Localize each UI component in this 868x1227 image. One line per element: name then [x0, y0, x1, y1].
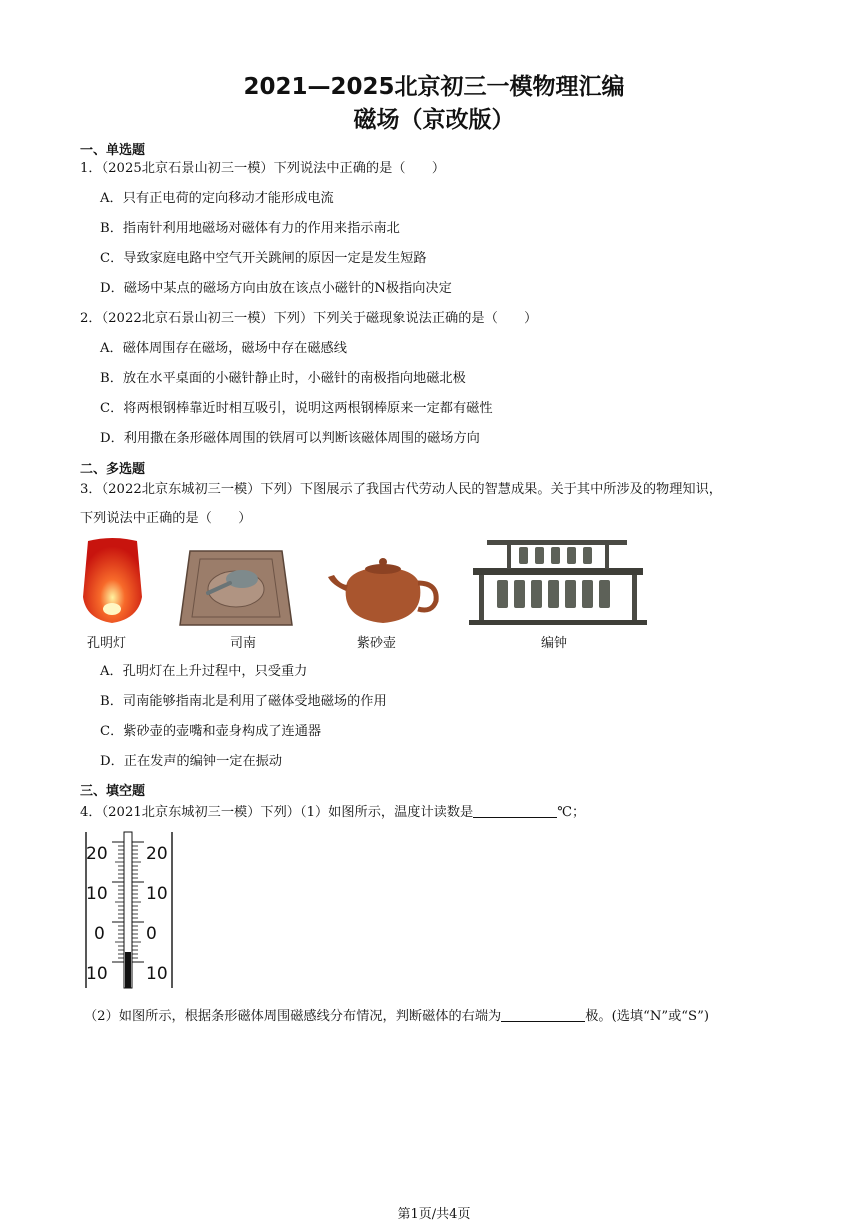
zisha-teapot-image [326, 557, 440, 627]
bianzhong-bells-image [467, 536, 649, 628]
question-4-part2 [84, 1005, 709, 1024]
thermo-label-right-0: 0 [146, 924, 157, 944]
page-footer: 第1页/共4页 [397, 1207, 471, 1222]
question-4-part1-text: 4．（2021北京东城初三一模）下列）（1）如图所示，温度计读数是 [80, 805, 474, 820]
question-1-option-b: B．指南针利用地磁场对磁体有力的作用来指示南北 [100, 221, 400, 236]
section-heading-multi: 二、多选题 [80, 462, 146, 477]
thermo-label-left-minus10: 10 [86, 964, 108, 984]
question-4-part1-unit: ℃； [557, 805, 586, 820]
question-3-option-b: B．司南能够指南北是利用了磁体受地磁场的作用 [100, 694, 387, 709]
question-3-stem-line2: 下列说法中正确的是（ ） [80, 511, 252, 526]
caption-bianzhong: 编钟 [541, 636, 568, 651]
section-heading-single: 一、单选题 [80, 143, 146, 158]
question-1-option-d: D．磁场中某点的磁场方向由放在该点小磁针的N极指向决定 [100, 281, 452, 296]
question-1-option-c: C．导致家庭电路中空气开关跳闸的原因一定是发生短路 [100, 251, 427, 266]
section-heading-fill: 三、填空题 [80, 784, 146, 799]
question-2-option-b: B．放在水平桌面的小磁针静止时，小磁针的南极指向地磁北极 [100, 371, 466, 386]
thermo-label-left-10: 10 [86, 884, 108, 904]
question-3-stem-line1: 3．（2022北京东城初三一模）下列）下图展示了我国古代劳动人民的智慧成果。关于其中所涉及的物理知识， [80, 482, 722, 497]
question-3-option-c: C．紫砂壶的壶嘴和壶身构成了连通器 [100, 724, 322, 739]
thermo-label-left-20: 20 [86, 844, 108, 864]
thermo-label-right-10: 10 [146, 884, 168, 904]
page-title: 2021—2025北京初三一模物理汇编 [243, 74, 625, 100]
question-2-option-a: A．磁体周围存在磁场，磁场中存在磁感线 [100, 341, 347, 356]
thermo-label-left-0: 0 [94, 924, 105, 944]
question-2-stem: 2．（2022北京石景山初三一模）下列）下列关于磁现象说法正确的是（ ） [80, 311, 538, 326]
question-4-part2-text: （2）如图所示，根据条形磁体周围磁感线分布情况，判断磁体的右端为 [84, 1009, 502, 1024]
thermo-label-right-20: 20 [146, 844, 168, 864]
question-1-option-a: A．只有正电荷的定向移动才能形成电流 [100, 191, 334, 206]
page-subtitle: 磁场（京改版） [353, 107, 515, 133]
question-3-option-d: D．正在发声的编钟一定在振动 [100, 754, 283, 769]
thermo-label-right-minus10: 10 [146, 964, 168, 984]
question-2-option-c: C．将两根钢棒靠近时相互吸引，说明这两根钢棒原来一定都有磁性 [100, 401, 493, 416]
question-2-option-d: D．利用撒在条形磁体周围的铁屑可以判断该磁体周围的磁场方向 [100, 431, 480, 446]
question-1-stem: 1．（2025北京石景山初三一模）下列说法中正确的是（ ） [80, 161, 446, 176]
caption-zisha-teapot: 紫砂壶 [357, 636, 397, 651]
caption-kongming-lantern: 孔明灯 [87, 636, 127, 651]
answer-blank-temperature[interactable] [473, 803, 557, 818]
sinan-compass-image [178, 549, 294, 627]
kongming-lantern-image [80, 537, 145, 627]
question-4-part2-suffix: 极。(选填“N”或“S”) [585, 1009, 709, 1024]
answer-blank-magnet-pole[interactable] [501, 1007, 585, 1022]
caption-sinan: 司南 [230, 636, 257, 651]
thermometer-figure [84, 830, 174, 990]
question-4-part1 [80, 801, 585, 820]
question-3-option-a: A．孔明灯在上升过程中，只受重力 [100, 664, 308, 679]
